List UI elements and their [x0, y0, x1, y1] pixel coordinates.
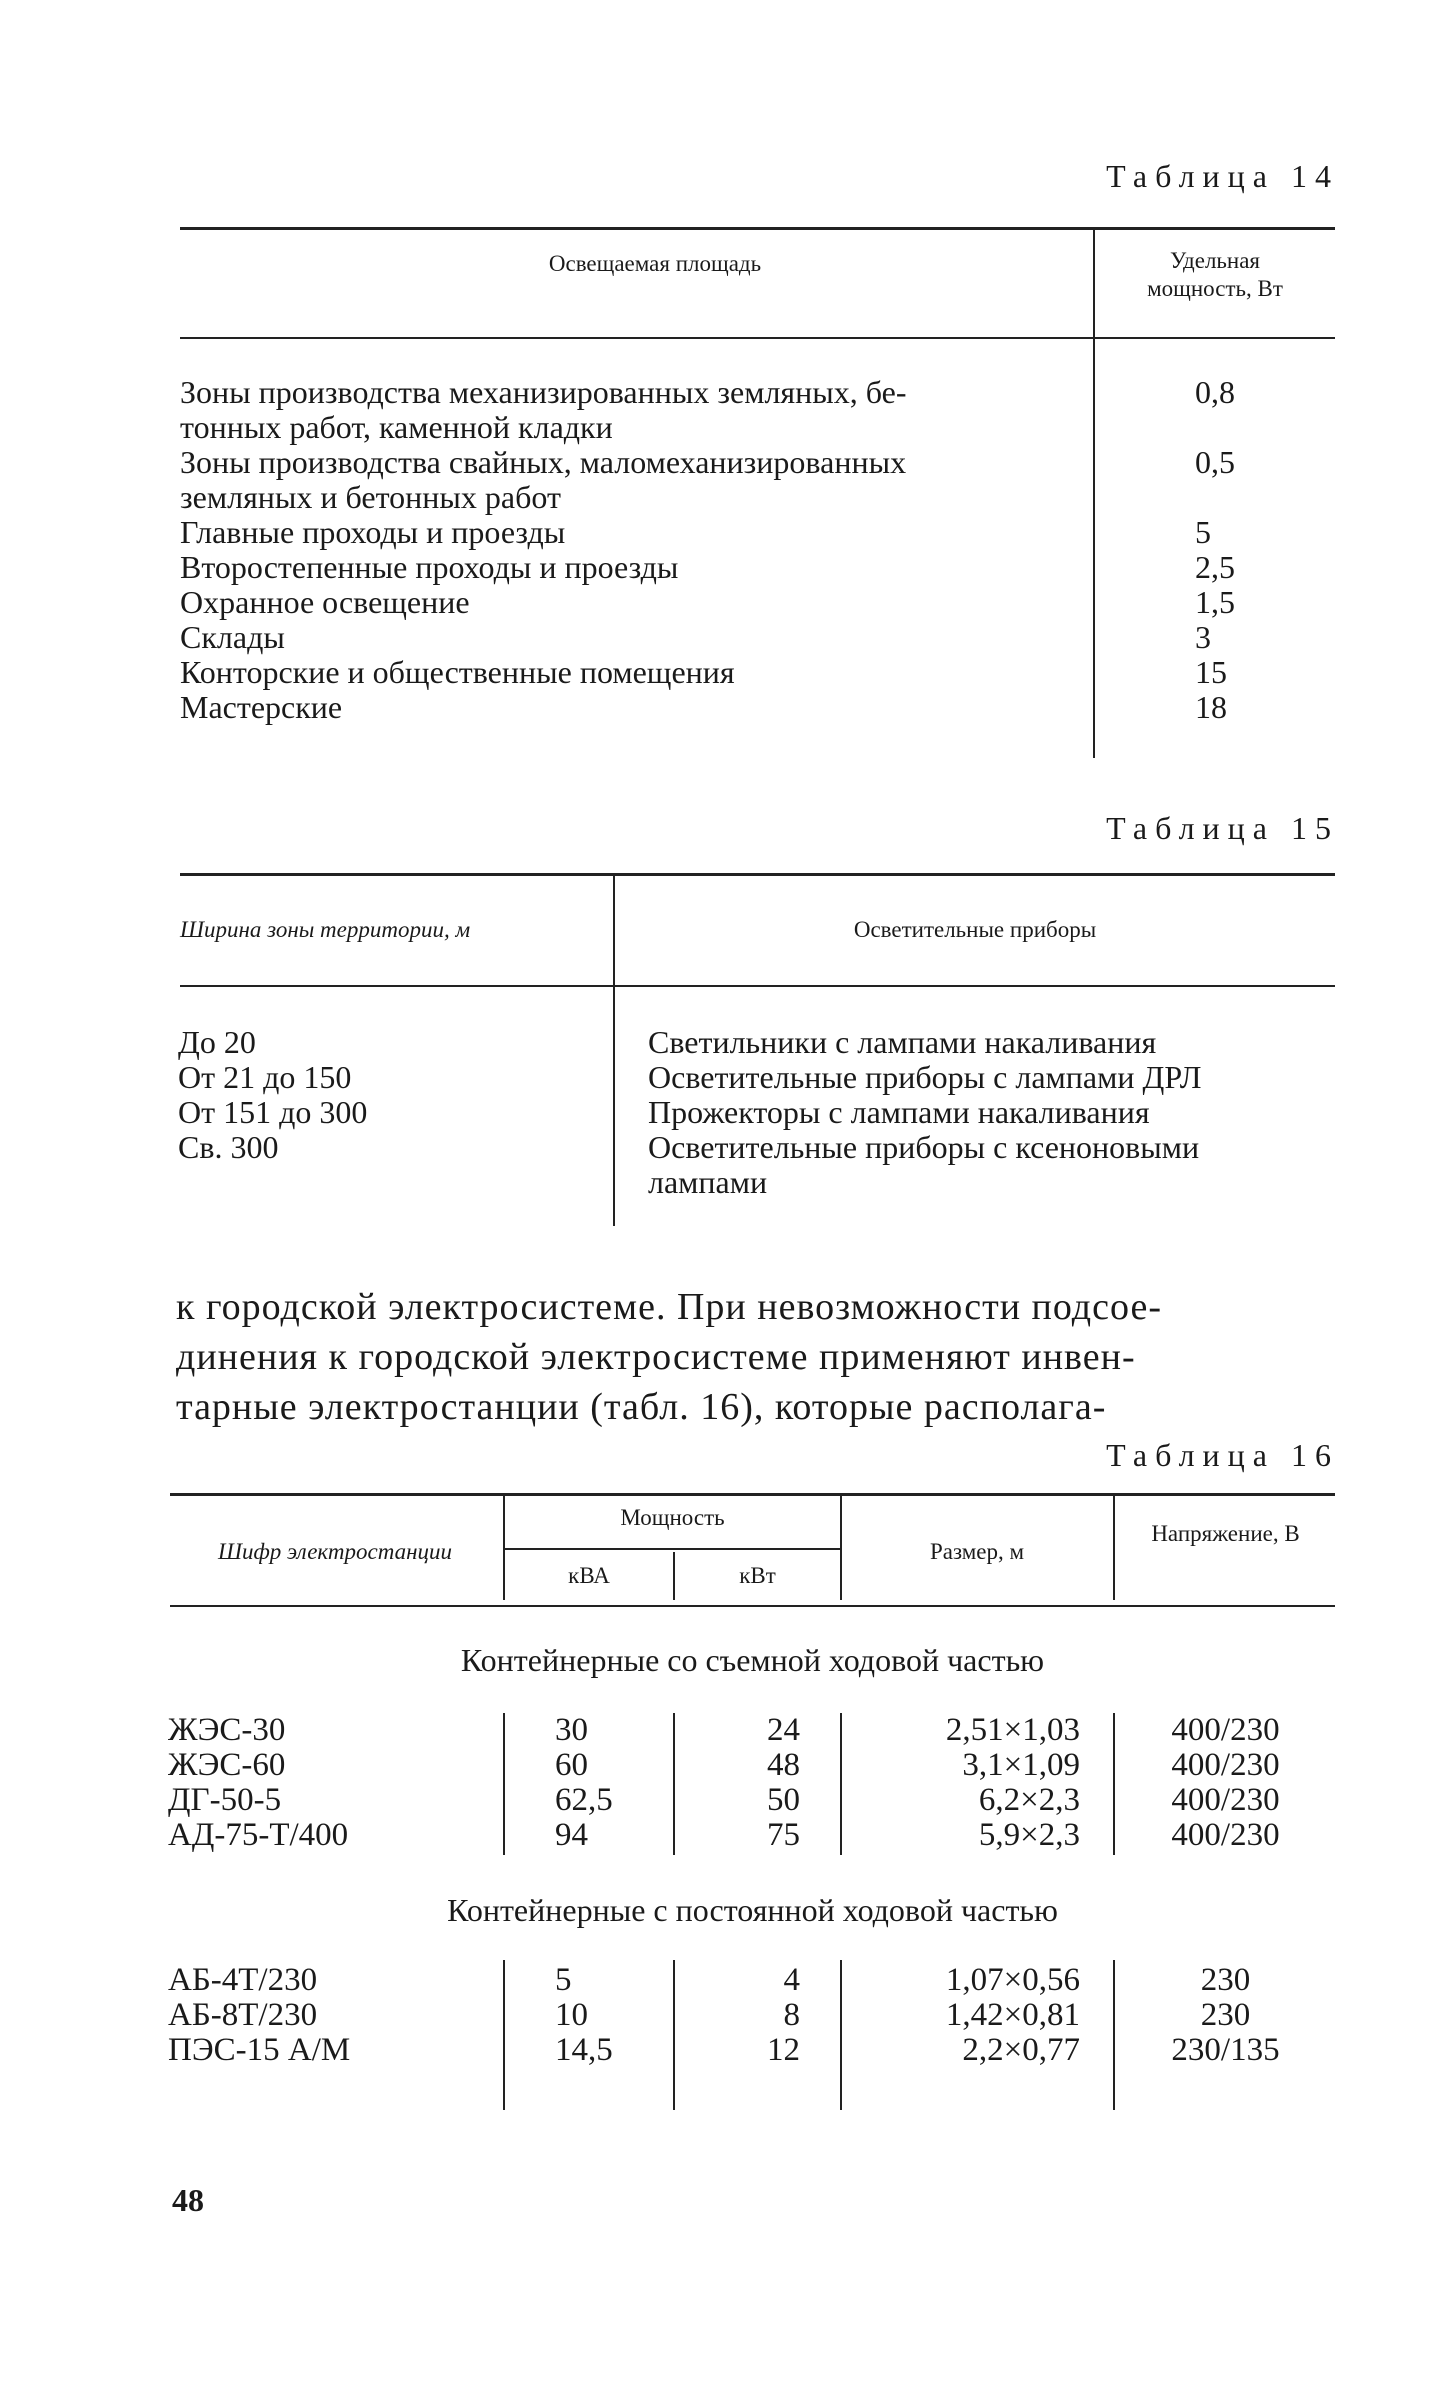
table16-row-kw: 48 — [767, 1747, 800, 1783]
table15-devices-column — [648, 1025, 1338, 1200]
table16-body-divider — [1113, 1960, 1115, 2110]
table16-row-voltage: 400/230 — [1171, 1817, 1280, 1853]
table16-caption: Таблица 16 — [1106, 1437, 1339, 1473]
table14-area-line: Зоны производства свайных, маломеханизированных — [180, 444, 907, 480]
table16-row-voltage: 230 — [1200, 1997, 1251, 2033]
table15-width-column — [178, 1025, 598, 1165]
table16-code-column — [168, 1713, 498, 1853]
table14-area-line: тонных работ, каменной кладки — [180, 409, 613, 445]
table14-area-line: Главные проходы и проезды — [180, 514, 566, 550]
table16-row-code: ЖЭС-30 — [168, 1712, 286, 1748]
table14-header-power: Удельная мощность, Вт — [1147, 248, 1283, 301]
table15-device-line: Осветительные приборы с ксеноновыми — [648, 1129, 1200, 1165]
table14-area-line: Склады — [180, 619, 285, 655]
table16-row-code: ЖЭС-60 — [168, 1747, 286, 1783]
table16-body-divider — [840, 1960, 842, 2110]
table16-divider-size — [1113, 1496, 1115, 1600]
table16-row-size: 1,07×0,56 — [945, 1962, 1080, 1998]
table16-group-title: Контейнерные со съемной ходовой частью — [460, 1642, 1045, 1678]
table16-row-size: 5,9×2,3 — [978, 1817, 1080, 1853]
table15-device-line: Светильники с лампами накаливания — [648, 1024, 1157, 1060]
table16-row-size: 1,42×0,81 — [945, 1997, 1080, 2033]
body-paragraph — [176, 1282, 1346, 1432]
table15-top-rule — [180, 873, 1335, 876]
table16-size-column — [850, 1713, 1080, 1853]
table16-top-rule — [170, 1493, 1335, 1496]
table14-power-value: 18 — [1195, 689, 1227, 725]
table16-row-size: 2,51×1,03 — [945, 1712, 1080, 1748]
table16-header-voltage: Напряжение, В — [1151, 1521, 1300, 1546]
table14-area-line: земляных и бетонных работ — [180, 479, 561, 515]
table16-row-kva: 30 — [555, 1712, 588, 1748]
table14-power-value: 15 — [1195, 654, 1227, 690]
table16-row-code: ПЭС-15 А/М — [168, 2032, 351, 2068]
table16-row-size: 2,2×0,77 — [962, 2032, 1080, 2068]
table16-row-kva: 10 — [555, 1997, 588, 2033]
table15-device-line: лампами — [648, 1164, 768, 1200]
table16-row-kw: 50 — [767, 1782, 800, 1818]
table16-header-power: Мощность — [620, 1505, 725, 1530]
table14-area-line: Конторские и общественные помещения — [180, 654, 735, 690]
table15-caption: Таблица 15 — [1106, 810, 1339, 846]
table15-width-value: Св. 300 — [178, 1129, 279, 1165]
table16-power-subrule — [505, 1548, 840, 1550]
table14-column-divider — [1093, 230, 1095, 758]
table16-row-size: 3,1×1,09 — [962, 1747, 1080, 1783]
table16-row-kva: 5 — [555, 1962, 572, 1998]
table14-area-line: Мастерские — [180, 689, 343, 725]
table14-power-value: 5 — [1195, 514, 1211, 550]
table16-row-code: АБ-8Т/230 — [168, 1997, 318, 2033]
table16-row-code: ДГ-50-5 — [168, 1782, 282, 1818]
table14-power-value: 3 — [1195, 619, 1211, 655]
paragraph-line: к городской электросистеме. При невозможности подсое- — [176, 1286, 1162, 1328]
table16-body-divider — [673, 1713, 675, 1855]
table16-body-divider — [503, 1960, 505, 2110]
table16-body-divider — [673, 1960, 675, 2110]
table16-row-voltage: 230/135 — [1171, 2032, 1280, 2068]
table16-row-kw: 8 — [783, 1997, 800, 2033]
table16-row-kva: 62,5 — [555, 1782, 613, 1818]
table16-group-title: Контейнерные с постоянной ходовой частью — [447, 1892, 1058, 1928]
table15-width-value: От 151 до 300 — [178, 1094, 368, 1130]
table14-power-value: 1,5 — [1195, 584, 1235, 620]
table16-voltage-column — [1118, 1713, 1333, 1853]
table15-width-value: До 20 — [178, 1024, 256, 1060]
table14-caption: Таблица 14 — [1106, 158, 1339, 194]
table16-row-kw: 12 — [767, 2032, 800, 2068]
table16-header-size: Размер, м — [929, 1539, 1025, 1564]
table15-header-rule — [180, 985, 1335, 987]
table14-area-line: Второстепенные проходы и проезды — [180, 549, 679, 585]
table14-top-rule — [180, 227, 1335, 230]
table15-width-value: От 21 до 150 — [178, 1059, 352, 1095]
table16-kw-column — [700, 1963, 800, 2068]
page-number: 48 — [172, 2182, 204, 2218]
paragraph-line: динения к городской электросистеме применяют инвен- — [176, 1336, 1136, 1378]
table16-row-kw: 4 — [783, 1962, 800, 1998]
table16-code-column — [168, 1963, 498, 2068]
table16-row-voltage: 400/230 — [1171, 1747, 1280, 1783]
table16-kva-column — [555, 1963, 670, 2068]
table16-header-kw: кВт — [739, 1563, 776, 1588]
table15-device-line: Осветительные приборы с лампами ДРЛ — [648, 1059, 1202, 1095]
table16-row-voltage: 400/230 — [1171, 1712, 1280, 1748]
table16-row-voltage: 230 — [1200, 1962, 1251, 1998]
table15-header-devices: Осветительные приборы — [853, 917, 1097, 942]
table14-power-value: 0,5 — [1195, 444, 1235, 480]
table16-row-voltage: 400/230 — [1171, 1782, 1280, 1818]
table16-body-divider — [503, 1713, 505, 1855]
table16-voltage-column — [1118, 1963, 1333, 2068]
table16-header-kva: кВА — [568, 1563, 610, 1588]
table16-row-kva: 94 — [555, 1817, 588, 1853]
table16-row-kva: 14,5 — [555, 2032, 613, 2068]
table15-column-divider — [613, 876, 615, 1226]
table16-kw-column — [700, 1713, 800, 1853]
table14-area-line: Охранное освещение — [180, 584, 470, 620]
table16-body-divider — [1113, 1713, 1115, 1855]
table16-kva-column — [555, 1713, 670, 1853]
table14-header-area: Освещаемая площадь — [548, 251, 762, 276]
table16-row-kva: 60 — [555, 1747, 588, 1783]
table16-row-code: АД-75-Т/400 — [168, 1817, 349, 1853]
table15-device-line: Прожекторы с лампами накаливания — [648, 1094, 1150, 1130]
table16-row-kw: 24 — [767, 1712, 800, 1748]
table16-header-rule — [170, 1605, 1335, 1607]
table14-header-rule — [180, 337, 1335, 339]
table14-area-column — [180, 375, 1080, 725]
table16-size-column — [850, 1963, 1080, 2068]
table14-power-column — [1195, 375, 1295, 725]
table16-body-divider — [840, 1713, 842, 1855]
table16-row-size: 6,2×2,3 — [978, 1782, 1080, 1818]
table16-row-kw: 75 — [767, 1817, 800, 1853]
table15-header-width: Ширина зоны территории, м — [180, 917, 471, 942]
table16-row-code: АБ-4Т/230 — [168, 1962, 318, 1998]
table14-power-value: 2,5 — [1195, 549, 1235, 585]
table14-area-line: Зоны производства механизированных земляных, бе- — [180, 374, 907, 410]
table16-header-code: Шифр электростанции — [217, 1539, 453, 1564]
paragraph-line: тарные электростанции (табл. 16), которые располага- — [176, 1386, 1107, 1428]
table14-power-value: 0,8 — [1195, 374, 1235, 410]
